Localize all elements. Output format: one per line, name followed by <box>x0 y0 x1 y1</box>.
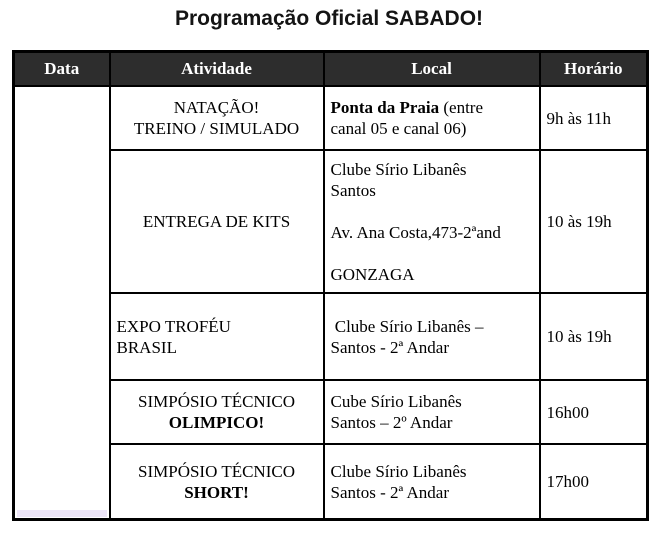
local-line: Santos - 2ª Andar <box>330 337 449 357</box>
activity-line-bold: OLIMPICO! <box>168 413 265 432</box>
local-regular-text: (entre <box>439 98 483 117</box>
activity-cell <box>110 444 324 520</box>
activity-cell: ENTREGA DE KITS <box>110 150 324 293</box>
activity-line: BRASIL <box>116 337 177 357</box>
local-line <box>331 201 537 222</box>
local-cell <box>324 150 540 293</box>
local-line: Santos <box>330 180 376 200</box>
local-line: Santos - 2ª Andar <box>330 482 449 502</box>
table-row <box>14 86 648 150</box>
local-line <box>331 243 537 264</box>
col-header-horario: Horário <box>540 52 648 87</box>
activity-cell <box>110 380 324 444</box>
local-cell <box>324 380 540 444</box>
schedule-table <box>12 50 649 521</box>
local-cell <box>324 293 540 380</box>
activity-cell <box>110 86 324 150</box>
col-header-data: Data <box>14 52 110 87</box>
local-line: Clube Sírio Libanês <box>330 461 467 481</box>
local-line <box>331 97 537 118</box>
activity-line: TREINO / SIMULADO <box>133 119 300 138</box>
header-row <box>14 52 648 87</box>
col-header-local: Local <box>324 52 540 87</box>
activity-line-bold: SHORT! <box>184 482 249 502</box>
local-line: Santos – 2º Andar <box>330 413 453 432</box>
local-line: Clube Sírio Libanês <box>330 159 467 179</box>
page-title: Programação Oficial SABADO! <box>174 7 484 30</box>
local-cell <box>324 444 540 520</box>
local-bold-text: Ponta da Praia <box>330 98 440 117</box>
local-line: GONZAGA <box>330 264 415 284</box>
activity-line: SIMPÓSIO TÉCNICO <box>138 392 295 411</box>
time-cell: 9h às 11h <box>540 86 648 150</box>
data-cell-empty <box>14 86 110 520</box>
time-cell: 17h00 <box>540 444 648 520</box>
time-cell: 10 às 19h <box>540 150 648 293</box>
local-cell <box>324 86 540 150</box>
activity-line: SIMPÓSIO TÉCNICO <box>138 461 295 481</box>
activity-line: NATAÇÃO! <box>173 98 260 117</box>
time-cell: 16h00 <box>540 380 648 444</box>
local-line: Av. Ana Costa,473-2ªand <box>330 222 501 242</box>
col-header-atividade: Atividade <box>110 52 324 87</box>
highlight-strip <box>17 510 107 517</box>
local-line: canal 05 e canal 06) <box>330 119 467 138</box>
time-cell: 10 às 19h <box>540 293 648 380</box>
local-line: Clube Sírio Libanês – <box>330 316 484 336</box>
activity-cell <box>110 293 324 380</box>
local-line: Cube Sírio Libanês <box>330 392 462 411</box>
activity-line: EXPO TROFÉU <box>116 316 231 336</box>
